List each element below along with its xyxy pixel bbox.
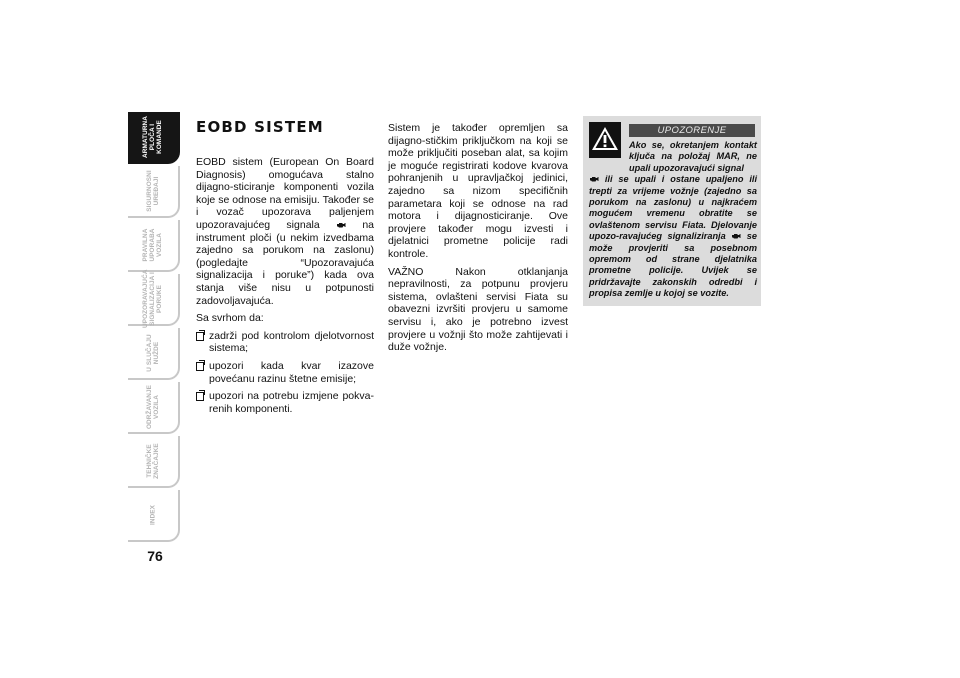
tab-label: SIGURNOSNI UREĐAJI <box>145 170 160 212</box>
tab-tehnicke-znacajke[interactable] <box>128 436 180 488</box>
checkbox-bullet-icon <box>196 362 204 371</box>
warning-text-end: se može provjeriti sa posebnom opremom od strane djelatnika prometne policije. Uvijek se pridržavajte zakonskih odredbi i propisa zemlje u kojoj se vozite. <box>589 231 757 299</box>
warning-text-lead: Ako se, okretanjem kontakt ključa na položaj MAR, ne upali upozoravajući signal <box>629 140 757 173</box>
intro-text-lead: EOBD sistem (European On Board Diagnosis) omogućava stalno dijagno-sticiranje komponenti vozila koje se odnose na emisiju. Također se i vozač upozorava paljenjem upozoravajućeg signala <box>196 156 374 231</box>
warning-title: UPOZORENJE <box>629 124 755 137</box>
tab-label: UPOZORAVAJUĆA SIGNALIZACIJA I PORUKE <box>142 269 164 328</box>
engine-warning-icon <box>731 232 741 240</box>
list-item <box>196 390 374 415</box>
warning-text-mid: ili se upali i ostane upaljeno ili trepti za vrijeme vožnje (zajedno sa porukom na zaslonu) u najkraćem mogućem vremenu obratite se ovlaštenom servisu Fiata. Djelovanje upozo-ravajućeg signaliziranja <box>589 174 757 242</box>
text-column-1 <box>196 118 374 420</box>
list-item <box>196 360 374 385</box>
purpose-list <box>196 330 374 416</box>
tab-u-slucaju-nuzde[interactable] <box>128 328 180 380</box>
checkbox-bullet-icon <box>196 332 204 341</box>
tab-pravilna-uporaba[interactable] <box>128 220 180 272</box>
tab-label: TEHNIČKE ZNAČAJKE <box>145 443 160 479</box>
engine-warning-icon <box>589 175 599 183</box>
checkbox-bullet-icon <box>196 392 204 401</box>
tab-label: ARMATURNA PLOČA I KOMANDE <box>142 116 164 158</box>
tab-label: PRAVILNA UPORABA VOZILA <box>142 228 164 262</box>
tab-armaturna-ploca[interactable] <box>128 112 180 164</box>
warning-box <box>583 116 761 306</box>
tab-label: ODRŽAVANJE VOZILA <box>145 384 160 430</box>
tab-upozoravajuca-signalizacija[interactable] <box>128 269 180 328</box>
section-title: EOBD SISTEM <box>196 118 324 136</box>
intro-paragraph <box>196 156 374 307</box>
tab-odrzavanje-vozila[interactable] <box>128 382 180 434</box>
tab-label: INDEX <box>149 504 157 526</box>
list-item-text: upozori na potrebu izmjene pokva-renih komponenti. <box>209 390 374 415</box>
engine-warning-icon <box>336 221 346 229</box>
diagnostic-paragraph: Sistem je također opremljen sa dijagno-stičkim priključkom na koji se može priključiti poseban alat, sa kojim je moguće registrirati kodove kvarova pohranjenih u upravljačkoj jedinici, zajedno sa nizom specifičnih parametara koji se odnose na rad motora i dijagnosticiranje. Ove provjere također mogu izvesti i djelatnici prometne policije radi kontrole. <box>388 122 568 260</box>
tab-label: U SLUČAJU NUŽDE <box>145 334 160 372</box>
list-item-text: zadrži pod kontrolom djelotvornost sistema; <box>209 329 374 355</box>
page-number: 76 <box>147 548 163 564</box>
tab-sigurnosni-uredaji[interactable] <box>128 166 180 218</box>
list-item <box>196 330 374 355</box>
list-item-text: upozori kada kvar izazove povećanu razinu štetne emisije; <box>209 359 374 385</box>
purpose-label: Sa svrhom da: <box>196 312 264 325</box>
warning-text <box>589 140 757 300</box>
intro-text-rest: na instrument ploči (u nekim izvedbama zajedno sa porukom na zaslonu) (pogledajte “Upozoravajuća signalizacija i poruke”) kada ova stanja više nisu u potpunosti zadovoljavajuća. <box>196 218 375 307</box>
important-paragraph: VAŽNO Nakon otklanjanja nepravilnosti, za potpunu provjeru sistema, ovlašteni servisi Fiata su obavezni izvršiti provjeru u samome servisu i, ako je potrebno izvest provjere u vožnji što može zahtijevati i duže vožnje. <box>388 265 568 354</box>
tab-index[interactable] <box>128 490 180 542</box>
text-column-2 <box>388 122 568 359</box>
